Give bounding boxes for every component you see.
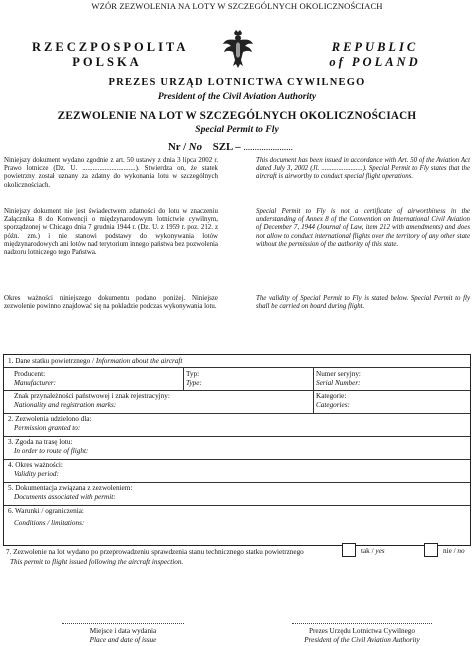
yes-label-pl: tak / — [361, 547, 374, 555]
section-5-label: 5. Dokumentacja związana z zezwoleniem: — [8, 484, 133, 492]
issue-place-date-pl: Miejsce i data wydania — [89, 627, 157, 635]
nr-value: ...................... — [243, 142, 293, 152]
section-7-label-en: This permit to flight issued following the aircraft inspection. — [10, 558, 184, 566]
section-2-label-en: Permission granted to: — [14, 424, 81, 432]
section-4-label-en: Validity period: — [14, 470, 59, 478]
document-title-pl: ZEZWOLENIE NA LOT W SZCZEGÓLNYCH OKOLICZNOŚCIACH — [57, 110, 417, 122]
yes-label-en: yes — [375, 547, 385, 555]
intro-pl-3: Okres ważności niniejszego dokumentu podano poniżej. Niniejsze zezwolenie powinno znajdować się na pokładzie podczas wykonywania lotu. — [4, 295, 218, 311]
divider — [4, 390, 470, 391]
intro-en-3: The validity of Special Permit to Fly is stated below. Special Permit to fly shall be carried on board during flight. — [256, 295, 470, 311]
divider — [4, 367, 470, 368]
section-4-label: 4. Okres ważności: — [8, 461, 63, 469]
form-title: WZÓR ZEZWOLENIA NA LOTY W SZCZEGÓLNYCH OKOLICZNOŚCIACH — [91, 1, 383, 11]
issue-date-signature-line — [62, 623, 184, 624]
no-label-pl: nie / — [443, 547, 456, 555]
divider — [4, 505, 470, 506]
eagle-emblem-icon — [222, 30, 254, 70]
serial-label-en: Serial Number: — [316, 379, 361, 387]
intro-en-1: This document has been issued in accordance with Art. 50 of the Aviation Act dated July 3, 2002 (Jl. ........................). Special Permit to Fly states that the aircraft is airworthy to conduct special flight operations. — [256, 157, 470, 181]
nr-label-pl: Nr / — [168, 141, 187, 153]
section-1-pl: 1. Dane statku powietrznego / — [8, 357, 95, 365]
country-pl-line-2: POLSKA — [72, 55, 142, 69]
producer-label-en: Manufacturer: — [14, 379, 57, 387]
divider — [183, 367, 184, 390]
president-signature-line — [292, 623, 432, 624]
nr-prefix: SZL – — [212, 141, 241, 153]
aircraft-form-box — [3, 354, 471, 546]
divider — [4, 413, 470, 414]
country-name-pl — [32, 40, 189, 70]
type-label: Typ: — [186, 370, 200, 378]
intro-en-2: Special Permit to Fly is not a certificate of airworthiness in the understanding of Annex 8 of the Convention on International Civil Aviation of December 7, 1944 (Journal of Law, item 212 with amendments) and does not allow to conduct international flights over the territory of any other state without the permission of the authority of this state. — [256, 208, 470, 248]
registration-label: Znak przynależności państwowej i znak rejestracyjny: — [14, 392, 170, 400]
no-label-en: no — [457, 547, 465, 555]
section-3-label-en: In order to route of flight: — [14, 447, 89, 455]
section-2-label: 2. Zezwolenia udzielono dla: — [8, 415, 92, 423]
president-signature — [272, 627, 452, 645]
no-checkbox[interactable] — [424, 543, 438, 557]
document-title-en: Special Permit to Fly — [195, 124, 279, 135]
categories-label-en: Categories: — [316, 401, 350, 409]
country-pl-line-1: RZECZPOSPOLITA — [32, 40, 189, 54]
authority-en: President of the Civil Aviation Authority — [157, 91, 317, 102]
section-6-label: 6. Warunki / ograniczenia: — [8, 507, 84, 515]
registration-label-en: Nationality and registration marks: — [14, 401, 117, 409]
country-en-line-2: of POLAND — [329, 55, 421, 69]
divider — [4, 459, 470, 460]
president-signature-pl: Prezes Urzędu Lotnictwa Cywilnego — [309, 627, 415, 635]
divider — [4, 436, 470, 437]
section-7-label: 7. Zezwolenie na lot wydano po przeprowadzeniu sprawdzenia stanu technicznego statku powietrznego — [6, 548, 304, 556]
no-label — [443, 547, 465, 556]
yes-label — [361, 547, 385, 556]
president-signature-en: President of the Civil Aviation Authority — [304, 636, 420, 644]
intro-pl-1: Niniejszy dokument wydano zgodnie z art. 50 ustawy z dnia 3 lipca 2002 r. Prawo lotnicze (Dz. U. ...............................). Stwierdza on, że statek powietrzny został uznany za zdatny do wykonania lotu w szczególnych okolicznościach. — [4, 157, 218, 189]
section-1-en: Information about the aircraft — [95, 357, 183, 365]
producer-label: Producent: — [14, 370, 46, 378]
issue-place-date — [40, 627, 206, 645]
section-1-title — [8, 357, 182, 366]
yes-checkbox[interactable] — [342, 543, 356, 557]
divider — [4, 482, 470, 483]
section-6-label-en: Conditions / limitations: — [14, 519, 85, 527]
permit-number — [168, 141, 293, 153]
country-en-line-1: REPUBLIC — [331, 40, 419, 54]
type-label-en: Type: — [186, 379, 202, 387]
issue-place-date-en: Place and date of issue — [89, 636, 157, 644]
country-name-en — [300, 40, 450, 70]
nr-label-en: No — [188, 141, 202, 153]
section-3-label: 3. Zgoda na trasę lotu: — [8, 438, 73, 446]
categories-label: Kategorie: — [316, 392, 347, 400]
serial-label: Numer seryjny: — [316, 370, 361, 378]
authority-pl: PREZES URZĄD LOTNICTWA CYWILNEGO — [108, 77, 366, 88]
section-5-label-en: Documents associated with permit: — [14, 493, 116, 501]
intro-pl-2: Niniejszy dokument nie jest świadectwem zdatności do lotu w znaczeniu Załącznika 8 do Konwencji o międzynarodowym lotnictwie cywilnym, sporządzonej w Chicago dnia 7 grudnia 1944 r. (Dz. U. z 1959 r. poz. 212. z późn. zm.) i nie stanowi podstawy do wykonywania lotów międzynarodowych ani lotów nad terytorium innego państwa bez pozwolenia nadzoru lotniczego tego Państwa. — [4, 208, 218, 257]
